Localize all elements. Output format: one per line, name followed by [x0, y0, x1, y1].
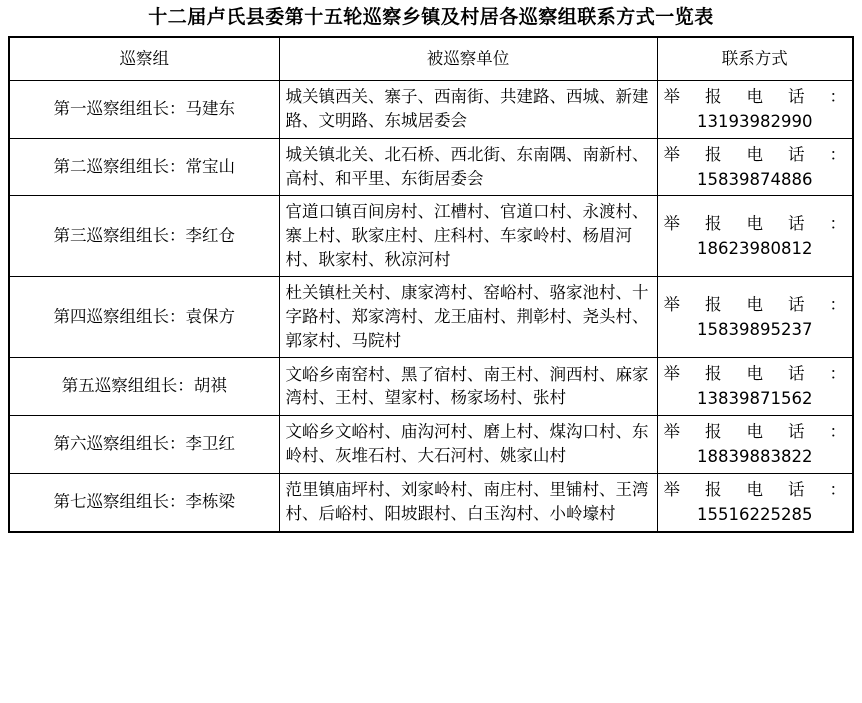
page-title: 十二届卢氏县委第十五轮巡察乡镇及村居各巡察组联系方式一览表	[148, 6, 714, 28]
contact-label: 举报电话：	[663, 213, 846, 233]
cell-units: 文峪乡文峪村、庙沟河村、磨上村、煤沟口村、东岭村、灰堆石村、大石河村、姚家山村	[279, 415, 657, 473]
cell-contact	[657, 138, 853, 196]
table-row	[9, 196, 853, 277]
contact-label: 举报电话：	[663, 144, 846, 164]
cell-group: 第四巡察组组长：袁保方	[9, 277, 279, 358]
table-body	[9, 80, 853, 531]
table-row	[9, 473, 853, 531]
contact-number: 15839895237	[697, 319, 813, 339]
table-row	[9, 415, 853, 473]
cell-units: 文峪乡南窑村、黑了宿村、南王村、涧西村、麻家湾村、王村、望家村、杨家场村、张村	[279, 358, 657, 416]
contact-label: 举报电话：	[663, 421, 846, 441]
table-header	[9, 37, 853, 81]
cell-contact	[657, 415, 853, 473]
cell-contact	[657, 473, 853, 531]
table-row	[9, 277, 853, 358]
cell-contact	[657, 358, 853, 416]
cell-units: 官道口镇百间房村、江槽村、官道口村、永渡村、寨上村、耿家庄村、庄科村、车家岭村、杨眉河村、耿家村、秋凉河村	[279, 196, 657, 277]
contact-label: 举报电话：	[663, 364, 846, 384]
cell-units: 范里镇庙坪村、刘家岭村、南庄村、里铺村、王湾村、后峪村、阳坡跟村、白玉沟村、小岭壕村	[279, 473, 657, 531]
cell-contact	[657, 80, 853, 138]
contact-number: 15516225285	[697, 504, 813, 524]
table-header-row	[9, 37, 853, 81]
cell-units: 城关镇西关、寨子、西南街、共建路、西城、新建路、文明路、东城居委会	[279, 80, 657, 138]
contact-number: 18839883822	[697, 446, 813, 466]
cell-units: 杜关镇杜关村、康家湾村、窑峪村、骆家池村、十字路村、郑家湾村、龙王庙村、荆彰村、尧头村、郭家村、马院村	[279, 277, 657, 358]
cell-group: 第五巡察组组长：胡祺	[9, 358, 279, 416]
contact-number: 13839871562	[697, 388, 813, 408]
cell-group: 第六巡察组组长：李卫红	[9, 415, 279, 473]
cell-group: 第七巡察组组长：李栋梁	[9, 473, 279, 531]
contact-number: 15839874886	[697, 169, 813, 189]
cell-group: 第一巡察组组长：马建东	[9, 80, 279, 138]
contact-label: 举报电话：	[663, 294, 846, 314]
cell-group: 第二巡察组组长：常宝山	[9, 138, 279, 196]
cell-units: 城关镇北关、北石桥、西北街、东南隅、南新村、高村、和平里、东街居委会	[279, 138, 657, 196]
inspection-teams-table	[8, 36, 854, 533]
column-header-contact: 联系方式	[657, 37, 853, 81]
cell-group: 第三巡察组组长：李红仓	[9, 196, 279, 277]
table-row	[9, 80, 853, 138]
column-header-group: 巡察组	[9, 37, 279, 81]
contact-number: 13193982990	[697, 111, 813, 131]
contact-number: 18623980812	[697, 238, 813, 258]
cell-contact	[657, 277, 853, 358]
table-row	[9, 358, 853, 416]
cell-contact	[657, 196, 853, 277]
contact-label: 举报电话：	[663, 86, 846, 106]
column-header-units: 被巡察单位	[279, 37, 657, 81]
contact-label: 举报电话：	[663, 479, 846, 499]
table-row	[9, 138, 853, 196]
